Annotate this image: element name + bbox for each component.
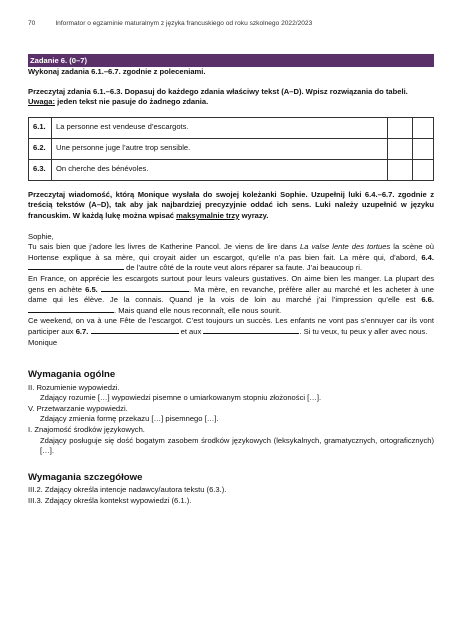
answer-cell[interactable]	[388, 138, 413, 159]
letter-text: . Si tu veux, tu peux y aller avec nous.	[299, 326, 428, 336]
table-row	[29, 159, 434, 180]
requirement-line: I. Znajomość środków językowych.	[28, 425, 145, 435]
letter-greeting: Sophie,	[28, 231, 54, 241]
letter	[28, 232, 434, 349]
part2-instruction-underlined: maksymalnie trzy	[176, 210, 240, 220]
statement-number: 6.3.	[29, 159, 52, 180]
requirement-line: Zdający zmienia formę przekazu […] pisemnego […].	[40, 414, 219, 424]
letter-text: de l’autre côté de la route veut alors réparer sa faute. J’ai beaucoup ri.	[124, 263, 363, 273]
gap-label-6-5: 6.5.	[85, 284, 98, 294]
requirement-line: Zdający posługuje się dość bogatym zasobem środków językowych (leksykalnych, gramatycznych, ortograficznych) […].	[40, 435, 434, 456]
statement-text: La personne est vendeuse d’escargots.	[52, 117, 388, 138]
gap-label-6-6: 6.6.	[421, 295, 434, 305]
requirement-line: III.2. Zdający określa intencje nadawcy/autora tekstu (6.3.).	[28, 485, 227, 495]
answer-cell[interactable]	[388, 159, 413, 180]
gap-6-7-line-1[interactable]	[91, 327, 179, 334]
letter-paragraph-1	[28, 242, 434, 274]
gap-6-6-line[interactable]	[28, 306, 114, 313]
book-title: La valse lente des tortues	[300, 242, 391, 252]
letter-signature: Monique	[28, 337, 58, 347]
page-content	[28, 54, 434, 507]
statements-table	[28, 117, 434, 181]
gap-label-6-4: 6.4.	[421, 252, 434, 262]
part1-instruction: Przeczytaj zdania 6.1.–6.3. Dopasuj do każdego zdania właściwy tekst (A–D). Wpisz rozwiązania do tabeli.	[28, 86, 408, 96]
part2-instruction-text: Przeczytaj wiadomość, którą Monique wysłała do swojej koleżanki Sophie. Uzupełnij luki 6.4.–6.7. zgodnie z treścią tekstów (A–D), tak aby jak najbardziej precyzyjnie oddać ich sens. Luki należy uzupełnić w języku francuskim. W każdą lukę można wpisać	[28, 189, 434, 220]
header-title: Informator o egzaminie maturalnym z języka francuskiego od roku szkolnego 2022/2023	[55, 20, 313, 27]
score-cell	[413, 159, 434, 180]
letter-text: la scène où Hortense explique à sa mère, qui croyait aider un escargot, qu’elle n’a pas bien fait. La mère qui, d’abord,	[28, 242, 435, 262]
gap-6-7-line-2[interactable]	[203, 327, 299, 334]
page-header	[28, 20, 424, 27]
letter-text: Tu sais bien que j’adore les livres de Katherine Pancol. Je viens de lire dans	[28, 242, 300, 252]
statement-number: 6.2.	[29, 138, 52, 159]
gap-6-4-line[interactable]	[28, 263, 124, 270]
requirement-line: Zdający rozumie […] wypowiedzi pisemne o umiarkowanym stopniu złożoności […].	[40, 393, 322, 403]
requirement-line: III.3. Zdający określa kontekst wypowiedzi (6.1.).	[28, 496, 192, 506]
specific-requirements-title: Wymagania szczegółowe	[28, 471, 143, 483]
requirement-line: II. Rozumienie wypowiedzi.	[28, 382, 120, 392]
letter-text: et aux	[178, 326, 204, 336]
table-row	[29, 138, 434, 159]
note-text: jeden tekst nie pasuje do żadnego zdania.	[55, 97, 209, 107]
note-label: Uwaga:	[28, 97, 56, 107]
task-instruction: Wykonaj zadania 6.1.–6.7. zgodnie z poleceniami.	[28, 67, 206, 76]
statement-text: On cherche des bénévoles.	[52, 159, 388, 180]
letter-text: . Mais quand elle nous reconnaît, elle nous sourit.	[114, 305, 282, 315]
letter-text: En France, on apprécie les escargots surtout pour leurs valeurs gustatives. On aime bien les manger. La plupart des gens en achète	[28, 273, 434, 294]
requirement-line: V. Przetwarzanie wypowiedzi.	[28, 403, 128, 413]
statement-number: 6.1.	[29, 117, 52, 138]
part2-instruction-end: wyrazy.	[239, 210, 269, 220]
letter-paragraph-3	[28, 316, 434, 337]
note	[28, 97, 434, 108]
answer-cell[interactable]	[388, 117, 413, 138]
page-number: 70	[28, 20, 36, 27]
score-cell	[413, 138, 434, 159]
task-title-bar: Zadanie 6. (0–7)	[28, 54, 434, 67]
score-cell	[413, 117, 434, 138]
gap-6-5-line[interactable]	[101, 285, 189, 292]
gap-label-6-7: 6.7.	[75, 326, 89, 336]
letter-text: . Ma mère, en revanche, préfère aller au marché et les acheter à une dame qui les élève. Je la connais. Quand je la vois de loin au marché j’ai l’impression qu’elle est	[28, 284, 434, 305]
letter-text: Ce weekend, on va à une Fête de l’escargot. C’est toujours un succès. Les enfants ne vont pas s’ennuyer car ils vont participer aux	[28, 316, 434, 336]
letter-paragraph-2	[28, 274, 434, 316]
part2-instruction	[28, 190, 434, 222]
table-row	[29, 117, 434, 138]
general-requirements-title: Wymagania ogólne	[28, 369, 116, 381]
statement-text: Une personne juge l’autre trop sensible.	[52, 138, 388, 159]
